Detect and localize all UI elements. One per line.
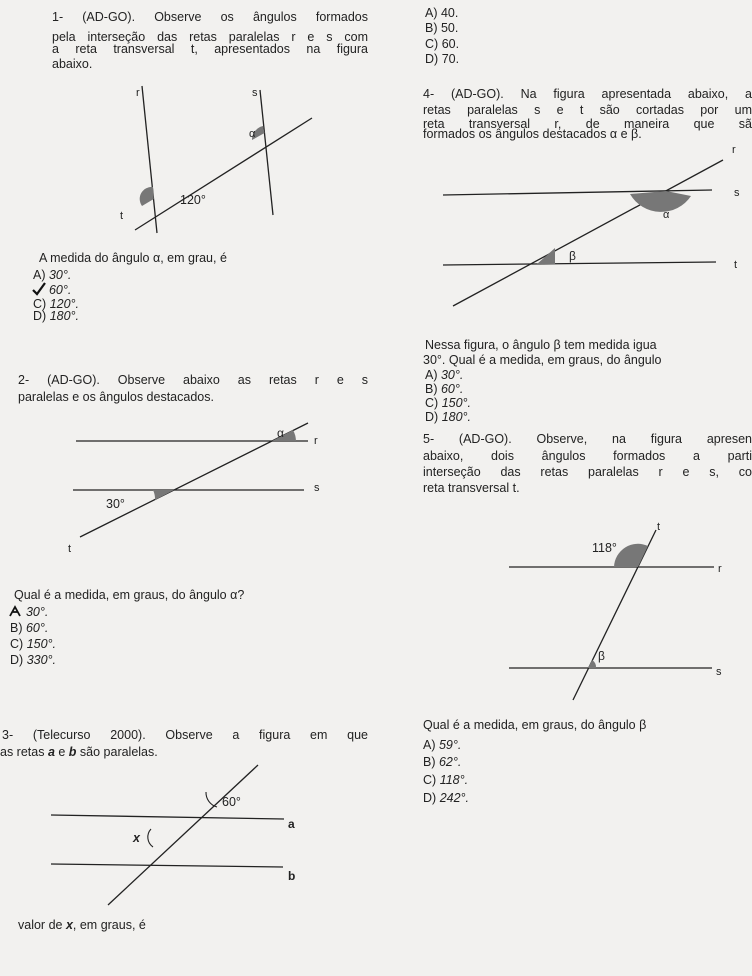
q3-question: valor de x, em graus, é <box>18 918 146 932</box>
q1-text-line-1: 1- (AD-GO). Observe os ângulos formados <box>52 10 368 24</box>
q4-label-t: t <box>734 259 738 271</box>
q5-label-r: r <box>718 563 722 575</box>
q3-line-b <box>51 864 283 867</box>
prev-option-d[interactable]: D) 70. <box>425 52 460 66</box>
q3-line-a <box>51 815 284 819</box>
q2-label-r: r <box>314 435 318 447</box>
q5-option-c[interactable]: C) 118°. <box>423 773 469 787</box>
q1-label-r: r <box>136 87 140 99</box>
q2-label-t: t <box>68 543 72 555</box>
q4-text-line-2: retas paralelas s e t são cortadas por um <box>423 103 752 117</box>
q2-option-b[interactable]: B) 60°. <box>10 621 49 635</box>
q5-label-t: t <box>657 521 661 533</box>
q5-label-s: s <box>716 666 722 678</box>
q5-text-line-1: 5- (AD-GO). Observe, na figura apresen <box>423 432 752 446</box>
q3-angle-x-arc <box>148 829 153 847</box>
q2-option-c[interactable]: C) 150°. <box>10 637 57 651</box>
q4-option-c[interactable]: C) 150°. <box>425 396 472 410</box>
q3-line-transversal <box>108 765 258 905</box>
q4-label-r: r <box>732 144 736 156</box>
q1-label-alpha: α <box>249 128 256 140</box>
q1-option-b[interactable]: 60°. <box>33 283 71 297</box>
q4-label-alpha: α <box>663 209 670 221</box>
q4-text-line-1: 4- (AD-GO). Na figura apresentada abaixo, a <box>423 87 752 101</box>
q4-option-a[interactable]: A) 30°. <box>425 368 464 382</box>
q5-text-line-4: reta transversal t. <box>423 481 520 495</box>
q1-text-line-4: abaixo. <box>52 57 93 71</box>
q4-question-line-2: 30°. Qual é a medida, em graus, do ângulo <box>423 353 662 367</box>
q2-text-line-2: paralelas e os ângulos destacados. <box>18 390 214 404</box>
q1-label-s: s <box>252 87 258 99</box>
prev-option-b[interactable]: B) 50. <box>425 21 459 35</box>
q4-option-d[interactable]: D) 180°. <box>425 410 472 424</box>
q5-option-d[interactable]: D) 242°. <box>423 791 470 805</box>
q5-label-beta: β <box>598 649 605 663</box>
q2-text-line-1: 2- (AD-GO). Observe abaixo as retas r e s <box>18 373 368 387</box>
q4-question-line-1: Nessa figura, o ângulo β tem medida igua <box>425 338 657 352</box>
q3-text-line-1: 3- (Telecurso 2000). Observe a figura em que <box>2 728 368 742</box>
q3-label-x: x <box>133 831 140 845</box>
prev-option-a[interactable]: A) 40. <box>425 6 459 20</box>
q2-question: Qual é a medida, em graus, do ângulo α? <box>14 588 245 602</box>
prev-option-c[interactable]: C) 60. <box>425 37 460 51</box>
q1-text-line-2: pela interseção das retas paralelas r e s com <box>52 30 368 44</box>
q2-label-30: 30° <box>106 497 125 511</box>
q5-text-line-3: interseção das retas paralelas r e s, co <box>423 465 752 479</box>
q3-label-b: b <box>288 869 296 883</box>
q2-label-s: s <box>314 482 320 494</box>
q1-question: A medida do ângulo α, em grau, é <box>39 251 227 265</box>
q2-option-d[interactable]: D) 330°. <box>10 653 57 667</box>
q4-text-line-3: reta transversal r, de maneira que sã <box>423 117 752 131</box>
q2-label-alpha: α <box>277 426 284 440</box>
q1-option-d[interactable]: D) 180°. <box>33 309 80 323</box>
q1-option-a[interactable]: A) 30°. <box>33 268 72 282</box>
q5-option-a[interactable]: A) 59°. <box>423 738 462 752</box>
q1-option-c[interactable]: C) 120°. <box>33 297 80 311</box>
q1-label-t: t <box>120 210 124 222</box>
q4-label-beta: β <box>569 249 576 263</box>
q1-text-line-3: a reta transversal t, apresentados na figura <box>52 42 368 56</box>
q4-text-line-4: formados os ângulos destacados α e β. <box>423 127 642 141</box>
q1-label-120: 120° <box>180 193 206 207</box>
q4-label-s: s <box>734 187 740 199</box>
q5-label-118: 118° <box>592 541 617 555</box>
q5-option-b[interactable]: B) 62°. <box>423 755 462 769</box>
q3-label-60: 60° <box>222 795 241 809</box>
q5-text-line-2: abaixo, dois ângulos formados a parti <box>423 449 752 463</box>
q3-label-a: a <box>288 817 295 831</box>
q3-text-line-2: as retas a e b são paralelas. <box>0 745 158 759</box>
q4-option-b[interactable]: B) 60°. <box>425 382 464 396</box>
q5-question: Qual é a medida, em graus, do ângulo β <box>423 718 647 732</box>
q2-option-a[interactable]: 30°. <box>10 605 48 619</box>
